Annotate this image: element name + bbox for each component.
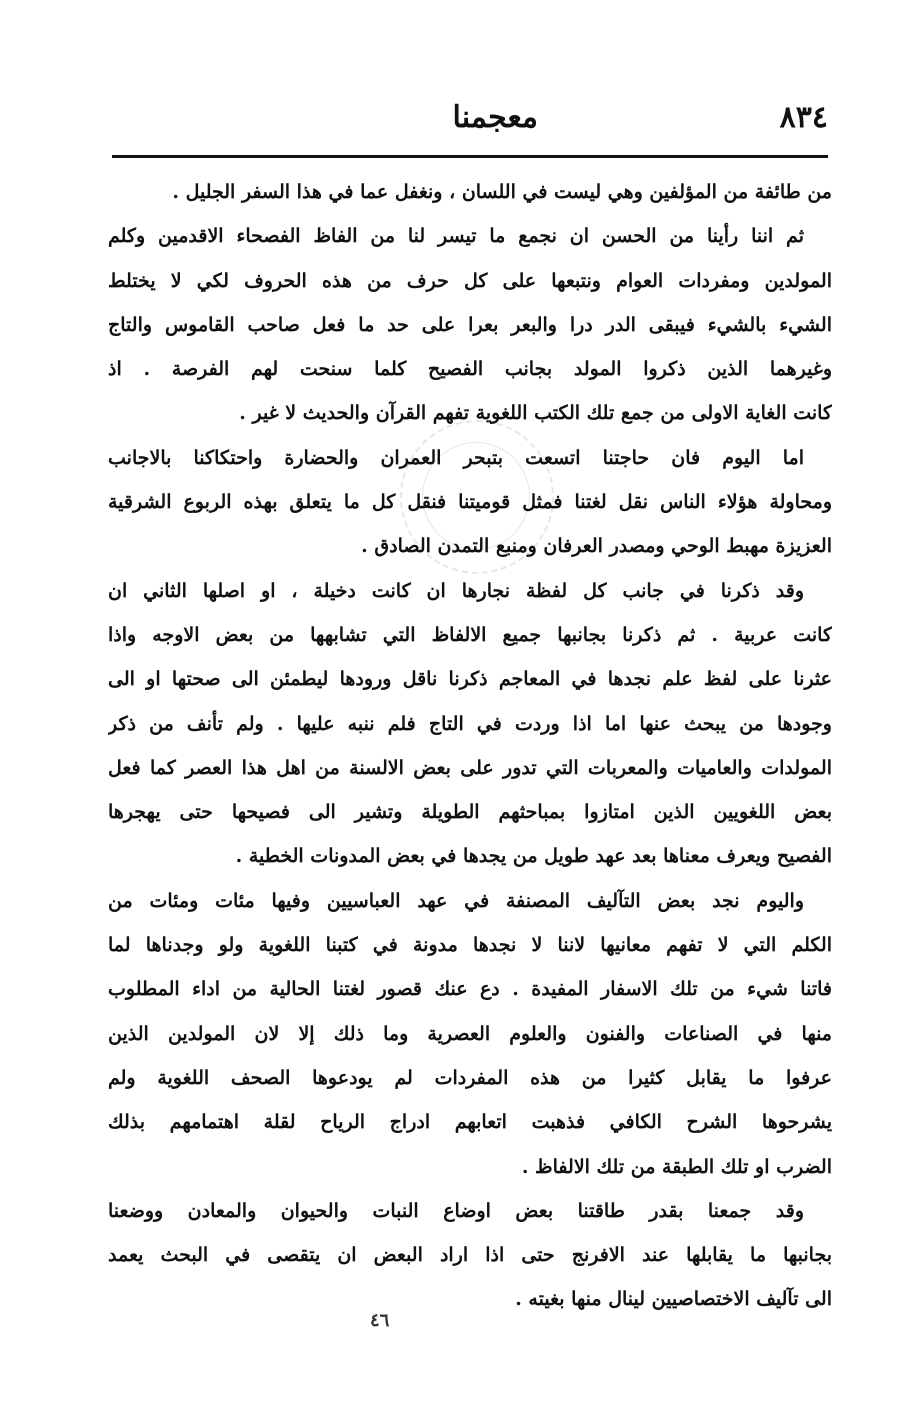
- text-line: ومحاولة هؤلاء الناس نقل لغتنا فمثل قوميتنا فنقل كل ما يتعلق بهذه الربوع الشرقية: [108, 491, 832, 514]
- page-number: ٨٣٤: [779, 100, 828, 135]
- text-line: الكلم التي لا تفهم معانيها لاننا لا نجدها مدونة في كتبنا اللغوية ولو وجدناها لما: [108, 934, 832, 957]
- text-line: واليوم نجد بعض التآليف المصنفة في عهد العباسيين وفيها مئات ومئات من: [108, 889, 804, 912]
- text-line: اما اليوم فان حاجتنا اتسعت بتبحر العمران والحضارة واحتكاكنا بالاجانب: [108, 446, 804, 469]
- text-line: العزيزة مهبط الوحي ومصدر العرفان ومنبع التمدن الصادق .: [361, 535, 832, 558]
- text-line: وقد ذكرنا في جانب كل لفظة نجارها ان كانت دخيلة ، او اصلها الثاني ان: [108, 579, 804, 602]
- text-line: عرفوا ما يقابل كثيرا من هذه المفردات لم يودعوها الصحف اللغوية ولم: [108, 1066, 832, 1089]
- text-line: الضرب او تلك الطبقة من تلك الالفاظ .: [521, 1155, 832, 1178]
- text-line: كانت عربية . ثم ذكرنا بجانبها جميع الالفاظ التي تشابهها من بعض الاوجه واذا: [108, 623, 832, 646]
- text-line: الشيء بالشيء فيبقى الدر درا والبعر بعرا على حد ما فعل صاحب القاموس والتاج: [108, 313, 832, 336]
- text-line: وغيرهما الذين ذكروا المولد بجانب الفصيح كلما سنحت لهم الفرصة . اذ: [108, 358, 832, 381]
- text-line: ثم اننا رأينا من الحسن ان نجمع ما تيسر لنا من الفاظ الفصحاء الاقدمين وكلم: [108, 225, 804, 248]
- text-line: فاتنا شيء من تلك الاسفار المفيدة . دع عنك قصور لغتنا الحالية من اداء المطلوب: [108, 978, 832, 1001]
- text-line: من طائفة من المؤلفين وهي ليست في اللسان ، ونغفل عما في هذا السفر الجليل .: [172, 181, 832, 203]
- text-line: وقد جمعنا بقدر طاقتنا بعض اوضاع النبات والحيوان والمعادن ووضعنا: [108, 1199, 804, 1222]
- text-line: يشرحوها الشرح الكافي فذهبت اتعابهم ادراج الرياح لقلة اهتمامهم بذلك: [108, 1111, 832, 1134]
- header-divider: [112, 155, 828, 158]
- running-title: معجمنا: [452, 100, 538, 135]
- text-line: الى تآليف الاختصاصيين لينال منها بغيته .: [515, 1288, 832, 1311]
- body-text: [108, 170, 832, 1322]
- footer-mark: ٤٦: [370, 1310, 390, 1331]
- page-header: [112, 100, 828, 148]
- text-line: عثرنا على لفظ علم نجدها في المعاجم ذكرنا ناقل ورودها ليطمئن الى صحتها او الى: [108, 668, 832, 691]
- text-line: المولدات والعاميات والمعربات التي تدور على بعض الالسنة من اهل هذا العصر كما فعل: [108, 756, 832, 779]
- text-line: وجودها من يبحث عنها اما اذا وردت في التاج فلم ننبه عليها . ولم تأنف من ذكر: [108, 712, 832, 735]
- text-line: الفصيح ويعرف معناها بعد عهد طويل من يجدها في بعض المدونات الخطية .: [235, 845, 832, 868]
- text-line: بجانبها ما يقابلها عند الافرنج حتى اذا اراد البعض ان يتقصى في البحث يعمد: [108, 1244, 832, 1267]
- text-line: كانت الغاية الاولى من جمع تلك الكتب اللغوية تفهم القرآن والحديث لا غير .: [239, 402, 832, 425]
- text-line: منها في الصناعات والفنون والعلوم العصرية وما ذلك إلا لان المولدين الذين: [108, 1022, 832, 1045]
- text-line: المولدين ومفردات العوام ونتبعها على كل حرف من هذه الحروف لكي لا يختلط: [108, 269, 832, 292]
- text-line: بعض اللغويين الذين امتازوا بمباحثهم الطويلة وتشير الى فصيحها حتى يهجرها: [108, 801, 832, 824]
